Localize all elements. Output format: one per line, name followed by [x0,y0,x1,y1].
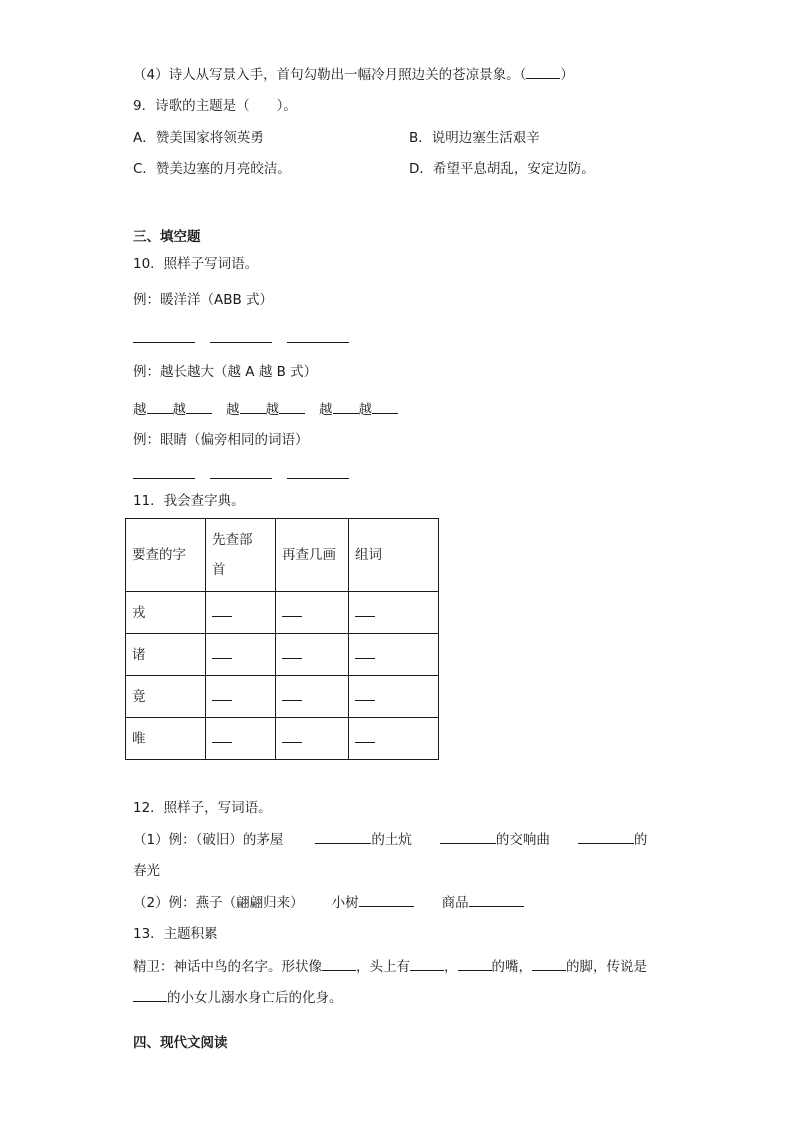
q8-item4-close: ） [560,67,574,83]
table-header-row [126,519,439,592]
table-cell[interactable] [349,676,439,718]
yue-char: 越 [265,402,279,418]
answer-blank[interactable] [355,602,375,617]
q9-option-b[interactable]: B．说明边塞生活艰辛 [409,130,540,146]
section-3-heading: 三、填空题 [133,229,201,245]
answer-blank[interactable] [469,892,524,907]
q8-item4-answer-blank[interactable] [526,64,560,79]
q12-example-2: （2）例：燕子（翩翩归来） [133,895,304,911]
answer-blank[interactable] [279,399,305,414]
answer-blank[interactable] [440,829,496,844]
q13-text: 的小女儿溺水身亡后的化身。 [167,990,343,1006]
table-cell-char: 竟 [126,676,206,718]
answer-blank[interactable] [240,399,266,414]
q9-option-c[interactable]: C．赞美边塞的月亮皎洁。 [133,161,291,177]
q13-text: 精卫：神话中鸟的名字。形状像 [133,959,322,975]
table-cell[interactable] [276,634,349,676]
q12-line-1-cont: 春光 [133,863,160,879]
header-line: 先查部 [212,532,253,548]
yue-char: 越 [172,402,186,418]
q13-text: 的脚，传说是 [566,959,647,975]
answer-blank[interactable] [359,892,414,907]
q9-stem: 9．诗歌的主题是（ ）。 [133,98,297,114]
table-cell[interactable] [349,592,439,634]
yue-char: 越 [319,402,333,418]
q13-text: 的嘴， [491,959,532,975]
table-header-cell: 组词 [349,519,439,592]
answer-blank[interactable] [287,478,349,479]
dictionary-table [125,518,439,760]
answer-blank[interactable] [578,829,634,844]
answer-blank[interactable] [133,987,167,1002]
answer-blank[interactable] [282,728,302,743]
table-header-cell [206,519,276,592]
answer-blank[interactable] [282,644,302,659]
yue-char: 越 [226,402,240,418]
answer-blank[interactable] [133,342,195,343]
q12-example-1: （1）例：（破旧）的茅屋 [133,832,284,848]
answer-blank[interactable] [133,478,195,479]
table-row [126,592,439,634]
q10-example-2: 例：越长越大（越 A 越 B 式） [133,364,318,380]
q10-example-1: 例：暖洋洋（ABB 式） [133,292,274,308]
answer-blank[interactable] [282,686,302,701]
answer-blank[interactable] [212,644,232,659]
table-row [126,634,439,676]
q12-word: 商品 [441,895,469,911]
q13-stem: 13．主题积累 [133,926,218,942]
q12-stem: 12．照样子，写词语。 [133,800,272,816]
yue-char: 越 [358,402,372,418]
table-row [126,676,439,718]
q12-word: 小树 [331,895,359,911]
answer-blank[interactable] [147,399,173,414]
table-cell-char: 戎 [126,592,206,634]
table-cell-char: 诸 [126,634,206,676]
answer-blank[interactable] [287,342,349,343]
table-cell-char: 唯 [126,718,206,760]
q10-yue-row [133,399,398,420]
answer-blank[interactable] [372,399,398,414]
table-cell[interactable] [349,634,439,676]
answer-blank[interactable] [458,956,492,971]
section-4-heading: 四、现代文阅读 [133,1035,228,1051]
table-cell[interactable] [206,592,276,634]
answer-blank[interactable] [210,342,272,343]
table-header-cell: 再查几画 [276,519,349,592]
table-cell[interactable] [206,676,276,718]
answer-blank[interactable] [532,956,566,971]
answer-blank[interactable] [355,644,375,659]
q11-stem: 11．我会查字典。 [133,493,245,509]
yue-char: 越 [133,402,147,418]
answer-blank[interactable] [355,686,375,701]
table-cell[interactable] [276,718,349,760]
table-cell[interactable] [206,718,276,760]
q9-option-d[interactable]: D．希望平息胡乱，安定边防。 [409,161,595,177]
q12-line-2 [133,892,524,913]
answer-blank[interactable] [322,956,356,971]
table-cell[interactable] [349,718,439,760]
answer-blank[interactable] [212,602,232,617]
q13-text: ，头上有 [356,959,410,975]
table-row [126,718,439,760]
q8-item4-line [133,64,574,85]
answer-blank[interactable] [212,686,232,701]
q13-line-2 [133,987,343,1008]
answer-blank[interactable] [333,399,359,414]
table-cell[interactable] [276,676,349,718]
table-cell[interactable] [276,592,349,634]
answer-blank[interactable] [355,728,375,743]
answer-blank[interactable] [186,399,212,414]
q8-item4-text: （4）诗人从写景入手，首句勾勒出一幅冷月照边关的苍凉景象。（ [133,67,527,83]
q13-text: ， [444,959,458,975]
q10-example-3: 例：眼睛（偏旁相同的词语） [133,432,309,448]
q13-line-1 [133,956,647,977]
answer-blank[interactable] [212,728,232,743]
q12-word: 的 [633,832,648,848]
answer-blank[interactable] [410,956,444,971]
q12-line-1 [133,829,647,850]
answer-blank[interactable] [282,602,302,617]
answer-blank[interactable] [315,829,371,844]
q12-word: 的土炕 [371,832,412,848]
q10-stem: 10．照样子写词语。 [133,256,259,272]
table-header-cell: 要查的字 [126,519,206,592]
header-line: 首 [212,562,226,578]
q12-word: 的交响曲 [495,832,550,848]
q9-option-a[interactable]: A．赞美国家将领英勇 [133,130,264,146]
table-cell[interactable] [206,634,276,676]
answer-blank[interactable] [210,478,272,479]
